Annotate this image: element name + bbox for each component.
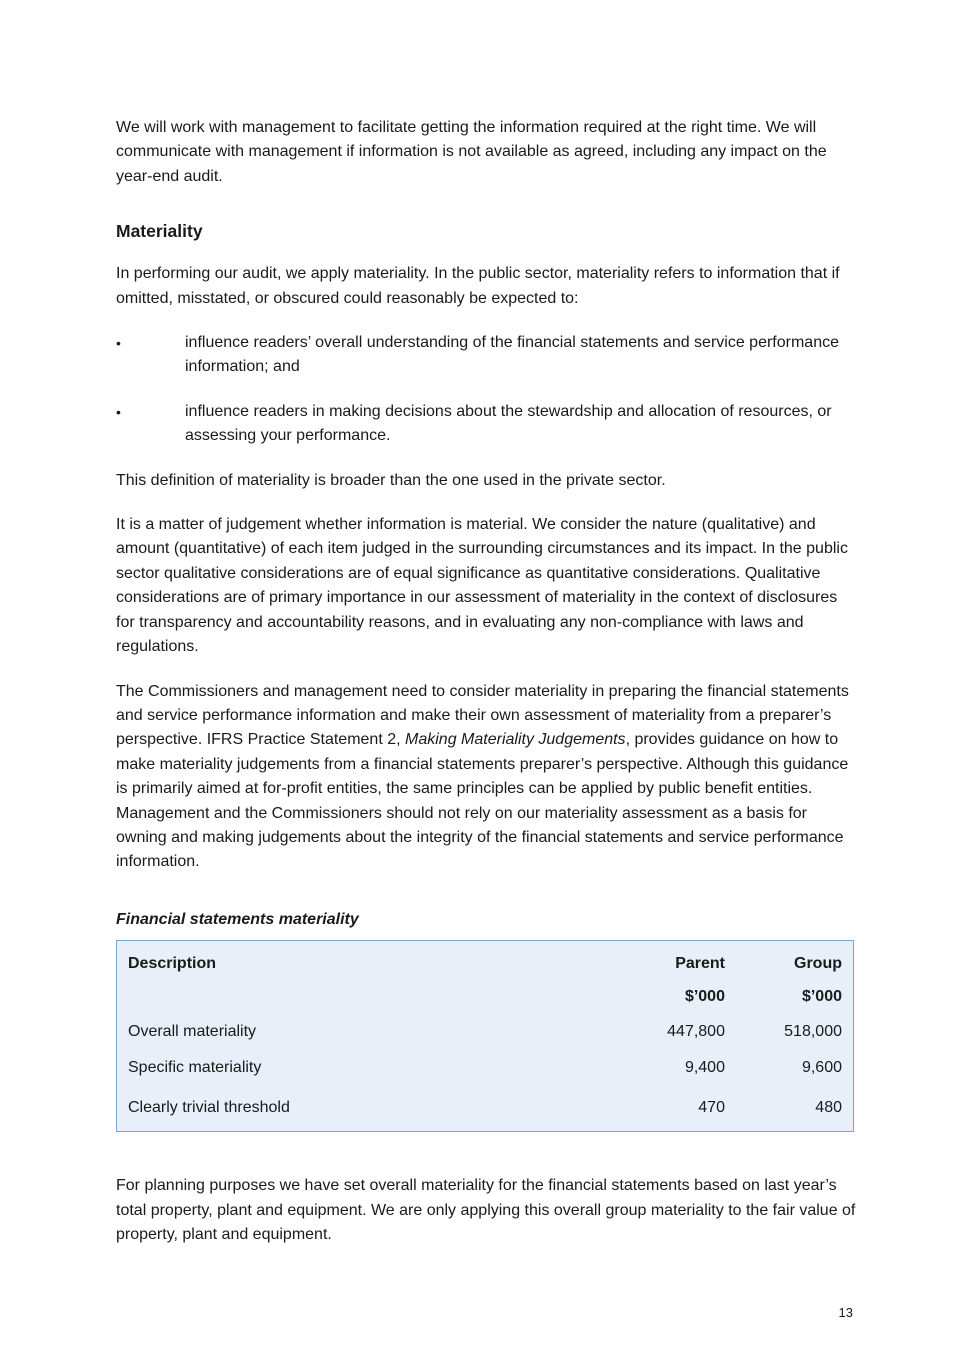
row-parent-value: 447,800 (667, 1022, 725, 1040)
commissioners-paragraph (116, 680, 856, 875)
planning-paragraph: For planning purposes we have set overall materiality for the financial statements based on last year’s total property, plant and equipment. We are only applying this overall group materiality to the fair value of property, plant and equipment. (116, 1177, 856, 1243)
row-group-value: 480 (815, 1098, 842, 1116)
header-group: Group (794, 954, 842, 972)
materiality-table (116, 940, 854, 1132)
materiality-heading: Materiality (116, 221, 203, 242)
unit-spacer (117, 984, 619, 1016)
header-description: Description (128, 954, 217, 972)
bullet-text: influence readers in making decisions about the stewardship and allocation of resources, or assessing your performance. (185, 402, 832, 445)
fs-materiality-heading: Financial statements materiality (116, 910, 359, 928)
table-unit-row (117, 984, 854, 1016)
bullet-icon: • (116, 403, 121, 420)
table-header-row (117, 941, 854, 985)
publication-title: Making Materiality Judgements (405, 731, 626, 749)
header-parent-unit: $’000 (684, 987, 725, 1005)
document-page (116, 116, 856, 1267)
judgement-paragraph: It is a matter of judgement whether information is material. We consider the nature (qualitative) and amount (quantitative) of each item judged in the surrounding circumstances and its impact. In the public sector qualitative considerations are of equal significance as quantitative considerations. Qualitative considerations are of primary importance in our assessment of materiality in the context of disclosures for transparency and accountability reasons, and in evaluating any non-compliance with laws and regulations. (116, 516, 848, 656)
row-group-value: 518,000 (784, 1022, 842, 1040)
table-row (117, 1016, 854, 1048)
page-number: 13 (838, 1305, 853, 1320)
row-parent-value: 470 (698, 1098, 725, 1116)
table-row (117, 1048, 854, 1088)
bullet-item (116, 400, 856, 449)
row-description: Overall materiality (128, 1022, 257, 1040)
row-parent-value: 9,400 (684, 1058, 725, 1076)
commissioners-text-2: , provides guidance on how to make materiality judgements from a financial statements preparer’s perspective. Although this guidance is primarily aimed at for-profit entities, the same principles can be applied by public benefit entities. Management and the Commissioners should not rely on our materiality assessment as a basis for owning and making judgements about the integrity of the financial statements and service performance information. (116, 731, 849, 871)
commissioners-text-1: The Commissioners and management need to consider materiality in preparing the financial statements and service performance information and make their own assessment of materiality from a preparer’s perspective. IFRS Practice Statement 2, (116, 682, 849, 749)
definition-paragraph: In performing our audit, we apply materiality. In the public sector, materiality refers to information that if omitted, misstated, or obscured could reasonably be expected to: (116, 265, 840, 307)
row-group-value: 9,600 (801, 1058, 842, 1076)
row-description: Clearly trivial threshold (128, 1098, 290, 1116)
header-parent: Parent (675, 954, 725, 972)
table-row (117, 1088, 854, 1132)
row-description: Specific materiality (128, 1058, 262, 1076)
bullet-item (116, 331, 856, 380)
intro-paragraph: We will work with management to facilitate getting the information required at the right time. We will communicate with management if information is not available as agreed, including any impact on the year-end audit. (116, 119, 827, 185)
bullet-icon: • (116, 335, 121, 352)
header-group-unit: $’000 (801, 987, 842, 1005)
broader-definition-paragraph: This definition of materiality is broader than the one used in the private sector. (116, 471, 666, 489)
bullet-text: influence readers’ overall understanding of the financial statements and service performance information; and (185, 334, 839, 376)
